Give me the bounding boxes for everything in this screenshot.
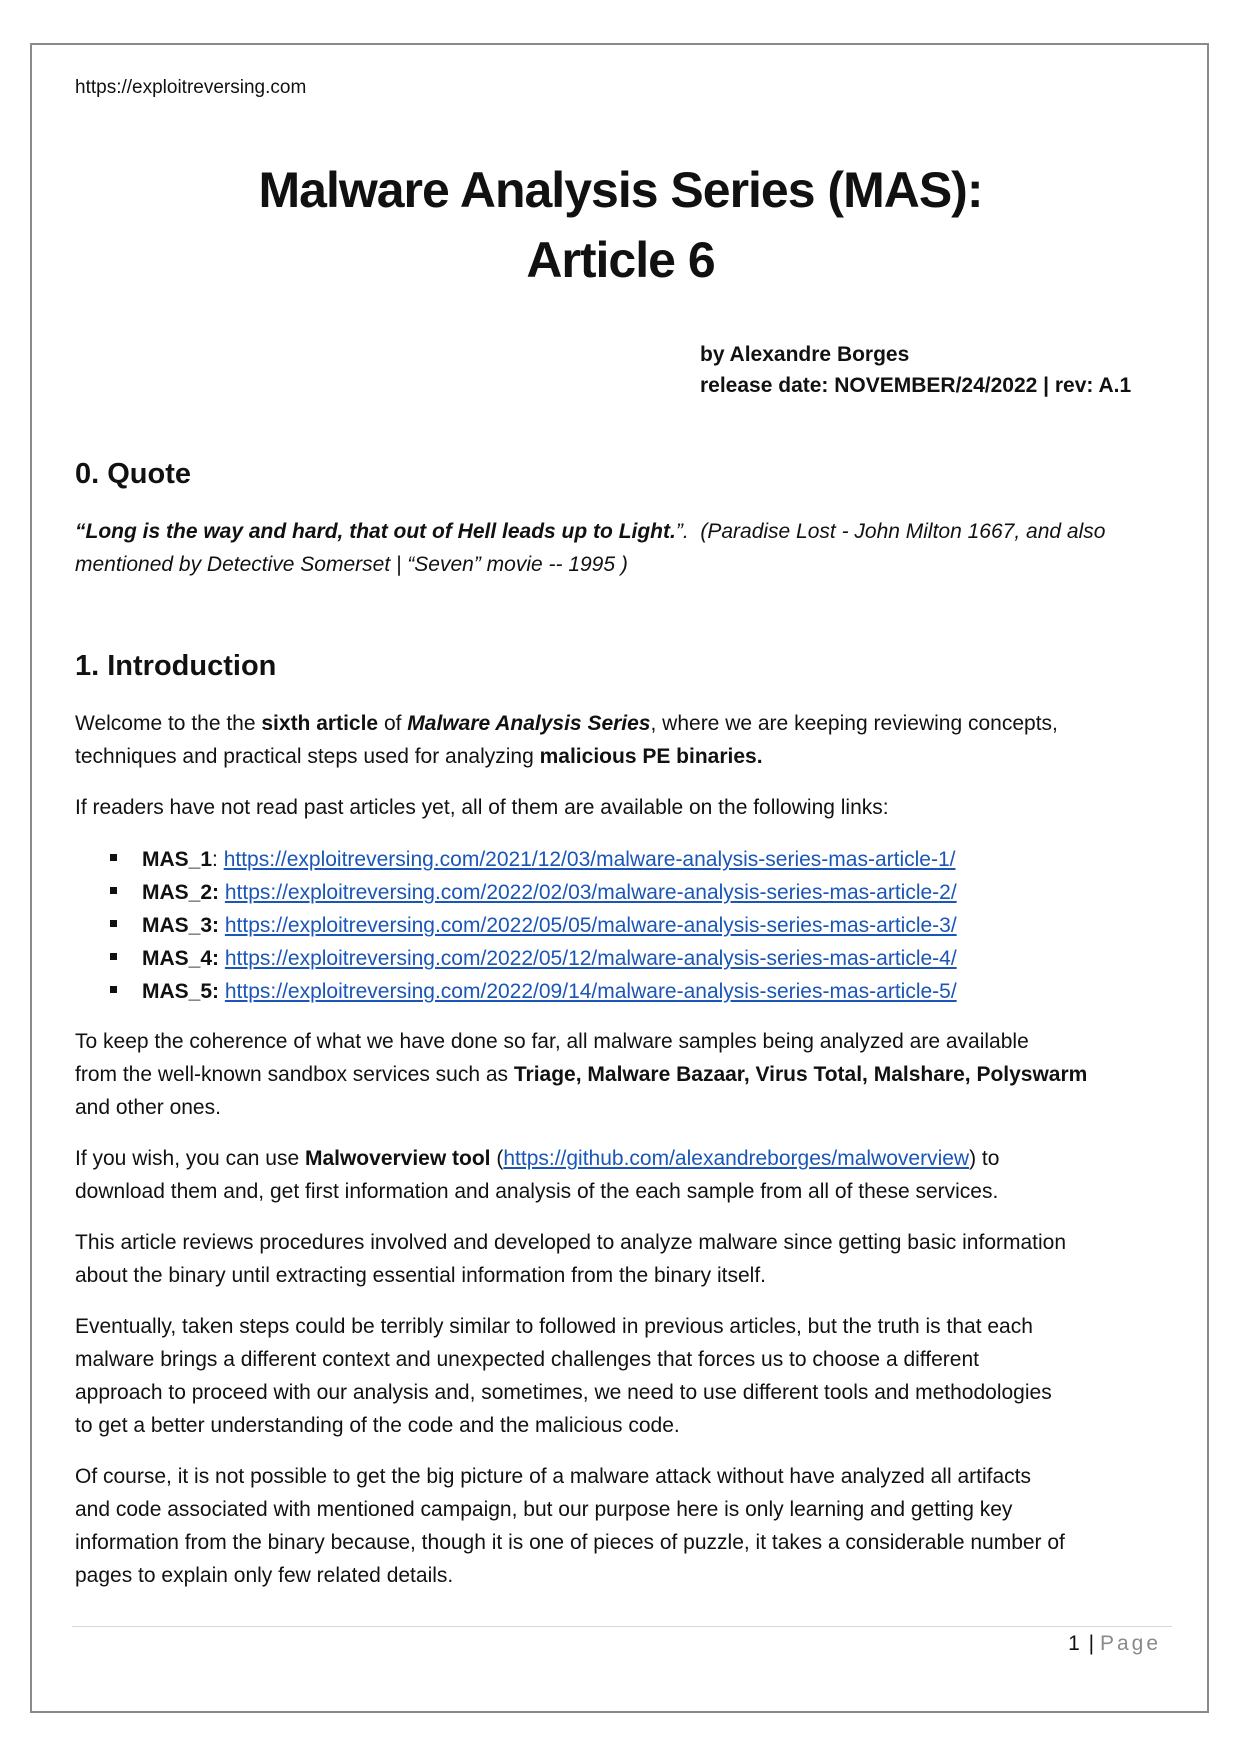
- header-url: https://exploitreversing.com: [75, 77, 307, 98]
- series-name: Malware Analysis Series: [407, 712, 651, 735]
- intro-paragraph3-line3: and other ones.: [75, 1096, 221, 1119]
- article-link-mas-1[interactable]: https://exploitreversing.com/2021/12/03/malware-analysis-series-mas-article-1/: [223, 848, 956, 871]
- page-number: 1: [1068, 1632, 1083, 1655]
- text: If you wish, you can use: [75, 1147, 305, 1170]
- sandbox-services: Triage, Malware Bazaar, Virus Total, Malshare, Polyswarm: [513, 1063, 1088, 1086]
- text: from the well-known sandbox services such as: [75, 1063, 514, 1086]
- intro-paragraph1-line1: [75, 707, 1175, 740]
- bullet-square-icon: [110, 986, 117, 993]
- quote-heading: 0. Quote: [75, 458, 192, 490]
- page-footer: [1068, 1632, 1161, 1656]
- text: techniques and practical steps used for analyzing: [75, 745, 540, 768]
- text: Welcome to the the: [75, 712, 262, 735]
- link-label: MAS_1: [142, 848, 213, 871]
- intro-paragraph3-line1: To keep the coherence of what we have done so far, all malware samples being analyzed are available: [75, 1030, 1029, 1053]
- bold-text: malicious PE binaries.: [539, 745, 763, 768]
- intro-paragraph1-line2: [75, 740, 1175, 773]
- intro-paragraph7-line1: Of course, it is not possible to get the big picture of a malware attack without have analyzed all artifacts: [75, 1465, 1031, 1488]
- intro-paragraph6-line1: Eventually, taken steps could be terribly similar to followed in previous articles, but the truth is that each: [75, 1315, 1033, 1338]
- article-link-mas-3[interactable]: https://exploitreversing.com/2022/05/05/malware-analysis-series-mas-article-3/: [224, 914, 957, 937]
- quote-close: ”.: [675, 520, 689, 543]
- text: ) to: [969, 1147, 1000, 1170]
- bullet-square-icon: [110, 887, 117, 894]
- intro-paragraph5-line2: about the binary until extracting essential information from the binary itself.: [75, 1264, 767, 1287]
- bullet-square-icon: [110, 953, 117, 960]
- list-item: [110, 975, 957, 1008]
- release-date-line: release date: NOVEMBER/24/2022 | rev: A.1: [700, 374, 1132, 397]
- malwoverview-link[interactable]: https://github.com/alexandreborges/malwoverview: [503, 1147, 970, 1170]
- intro-paragraph6-line3: approach to proceed with our analysis and, sometimes, we need to use different tools and methodologies: [75, 1381, 1052, 1404]
- article-link-mas-4[interactable]: https://exploitreversing.com/2022/05/12/malware-analysis-series-mas-article-4/: [224, 947, 957, 970]
- intro-paragraph7-line4: pages to explain only few related details.: [75, 1564, 454, 1587]
- list-item: [110, 876, 957, 909]
- link-label: MAS_5:: [142, 980, 220, 1003]
- list-item: [110, 909, 957, 942]
- intro-paragraph6-line4: to get a better understanding of the code and the malicious code.: [75, 1414, 680, 1437]
- document-title-line2: Article 6: [526, 232, 715, 288]
- link-label: MAS_3:: [142, 914, 220, 937]
- article-links-list: [110, 843, 957, 1008]
- article-link-mas-2[interactable]: https://exploitreversing.com/2022/02/03/malware-analysis-series-mas-article-2/: [224, 881, 957, 904]
- author-line: by Alexandre Borges: [700, 343, 910, 366]
- quote-source-part1: (Paradise Lost - John Milton 1667, and also: [688, 520, 1106, 543]
- page-word: Page: [1099, 1632, 1161, 1655]
- text: of: [378, 712, 408, 735]
- list-item: [110, 843, 957, 876]
- quote-line1: [75, 515, 1175, 548]
- quote-text: “Long is the way and hard, that out of Hell leads up to Light.: [75, 520, 676, 543]
- intro-paragraph7-line3: information from the binary because, though it is one of pieces of puzzle, it takes a considerable number of: [75, 1531, 1065, 1554]
- intro-paragraph4-line1: [75, 1142, 1175, 1175]
- text: , where we are keeping reviewing concepts,: [650, 712, 1058, 735]
- bold-text: sixth article: [261, 712, 379, 735]
- intro-paragraph5-line1: This article reviews procedures involved and developed to analyze malware since getting basic information: [75, 1231, 1067, 1254]
- intro-paragraph7-line2: and code associated with mentioned campaign, but our purpose here is only learning and getting key: [75, 1498, 1013, 1521]
- tool-name: Malwoverview tool: [304, 1147, 491, 1170]
- intro-paragraph6-line2: malware brings a different context and unexpected challenges that forces us to choose a different: [75, 1348, 979, 1371]
- link-label: MAS_4:: [142, 947, 220, 970]
- text: (: [490, 1147, 504, 1170]
- bullet-square-icon: [110, 854, 117, 861]
- document-title-line1: Malware Analysis Series (MAS):: [258, 162, 983, 218]
- footer-separator: |: [1082, 1632, 1100, 1655]
- quote-line2: mentioned by Detective Somerset | “Seven” movie -- 1995 ): [75, 553, 628, 576]
- article-link-mas-5[interactable]: https://exploitreversing.com/2022/09/14/malware-analysis-series-mas-article-5/: [224, 980, 957, 1003]
- link-label: MAS_2:: [142, 881, 220, 904]
- link-separator: :: [212, 848, 224, 871]
- footer-divider: [72, 1626, 1172, 1627]
- bullet-square-icon: [110, 920, 117, 927]
- introduction-heading: 1. Introduction: [75, 650, 277, 682]
- intro-paragraph4-line2: download them and, get first information and analysis of the each sample from all of these services.: [75, 1180, 999, 1203]
- intro-paragraph3-line2: [75, 1058, 1175, 1091]
- intro-paragraph2: If readers have not read past articles yet, all of them are available on the following links:: [75, 796, 889, 819]
- list-item: [110, 942, 957, 975]
